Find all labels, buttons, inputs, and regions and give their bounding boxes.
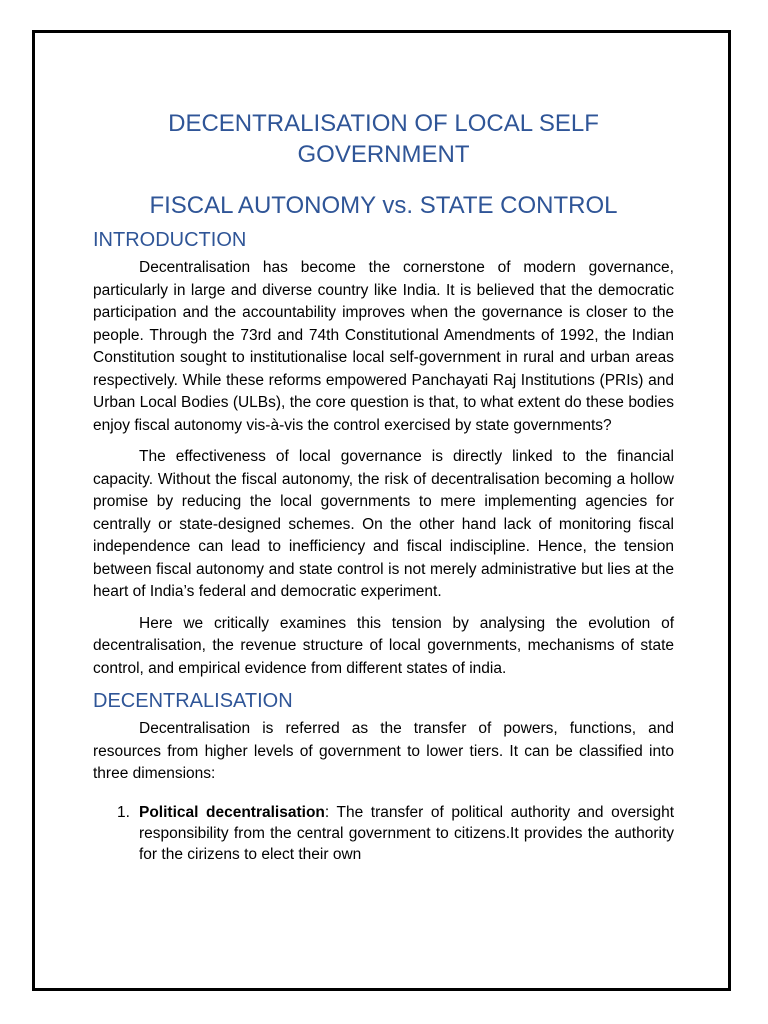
paragraph: Decentralisation has become the cornerstone of modern governance, particularly in large and diverse country like India. It is believed that the democratic participation and the accountability improves when the governance is closer to the people. Through the 73rd and 74th Constitutional Amendments of 1992, the Indian Constitution sought to institutionalise local self-government in rural and urban areas respectively. While these reforms empowered Panchayati Raj Institutions (PRIs) and Urban Local Bodies (ULBs), the core question is that, to what extent do these bodies enjoy fiscal autonomy vis-à-vis the control exercised by state governments? <box>93 259 674 434</box>
section-heading-decentralisation: DECENTRALISATION <box>93 690 293 712</box>
paragraph: The effectiveness of local governance is directly linked to the financial capacity. Without the fiscal autonomy, the risk of decentralisation becoming a hollow promise by reducing the local governments to mere implementing agencies for centrally or state-designed schemes. On the other hand lack of monitoring fiscal independence can lead to inefficiency and fiscal indiscipline. Hence, the tension between fiscal autonomy and state control is not merely administrative but lies at the heart of India’s federal and democratic experiment. <box>93 448 674 600</box>
document-title: DECENTRALISATION OF LOCAL SELF GOVERNMENT <box>168 110 599 168</box>
paragraph: Decentralisation is referred as the transfer of powers, functions, and resources from higher levels of government to lower tiers. It can be classified into three dimensions: <box>93 720 674 782</box>
list-number: 1. <box>117 803 130 821</box>
list-term: Political decentralisation <box>139 803 325 821</box>
paragraph: Here we critically examines this tension by analysing the evolution of decentralisation, the revenue structure of local governments, mechanisms of state control, and empirical evidence from different states of india. <box>93 614 674 677</box>
document-subtitle: FISCAL AUTONOMY vs. STATE CONTROL <box>149 192 618 219</box>
dimensions-list <box>93 802 674 866</box>
list-item <box>93 802 674 866</box>
section-heading-introduction: INTRODUCTION <box>93 229 247 251</box>
document-body <box>93 108 674 865</box>
list-text: : The transfer of political authority and oversight responsibility from the central government to citizens.It provides the authority for the cirizens to elect their own <box>139 803 675 864</box>
